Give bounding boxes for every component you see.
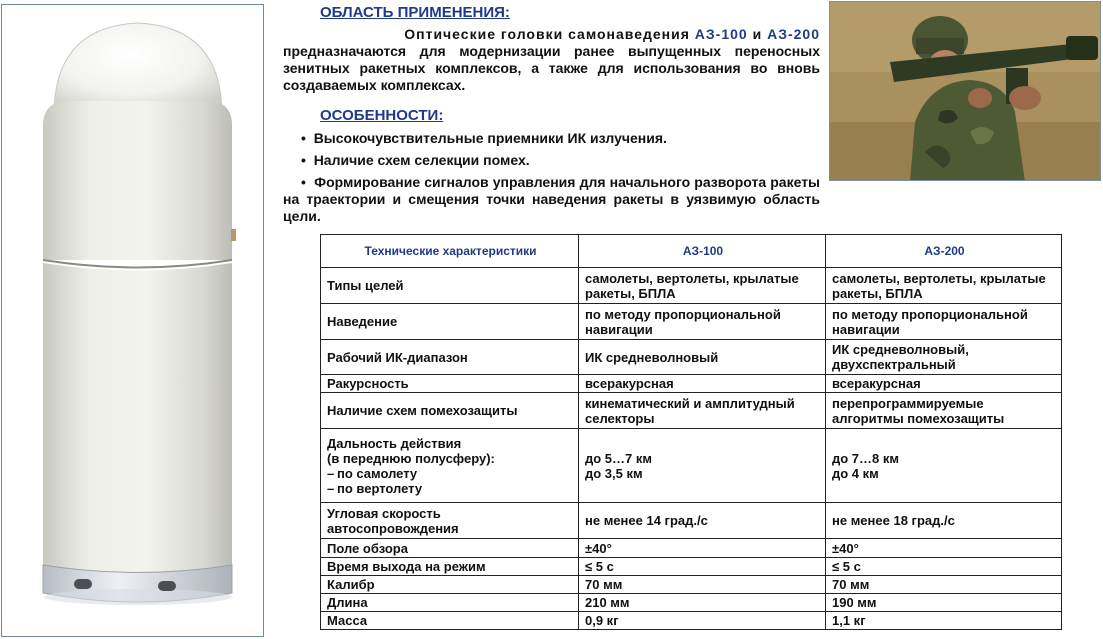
cell-a200: 190 мм xyxy=(826,594,1062,612)
soldier-photo-frame xyxy=(829,1,1101,181)
cell-a100: кинематический и амплитудный селекторы xyxy=(579,393,826,429)
range-label-line1: Дальность действия xyxy=(327,435,462,451)
cell-a100: самолеты, вертолеты, крылатые ракеты, БПЛА xyxy=(579,268,826,304)
cell-a100 xyxy=(579,429,826,503)
cell-a100: не менее 14 град./с xyxy=(579,503,826,539)
cell-label: Масса xyxy=(321,612,579,630)
feature-text-2: Наличие схем селекции помех. xyxy=(313,152,530,168)
feature-item-1 xyxy=(301,130,667,147)
cell-a100: ±40° xyxy=(579,539,826,558)
seeker-head-photo xyxy=(2,5,265,638)
cell-a100: по методу пропорциональной навигации xyxy=(579,304,826,340)
cell-a200: по методу пропорциональной навигации xyxy=(826,304,1062,340)
header-characteristics: Технические характеристики xyxy=(321,235,579,268)
cell-a200: 1,1 кг xyxy=(826,612,1062,630)
header-a100: АЗ-100 xyxy=(579,235,826,268)
feature-item-2 xyxy=(301,152,530,169)
cell-a100: всеракурсная xyxy=(579,375,826,393)
soldier-with-launcher-photo xyxy=(830,2,1101,181)
table-row xyxy=(321,576,1062,594)
bullet-icon: • xyxy=(301,152,306,168)
range-label-line2: (в переднюю полусферу): xyxy=(327,450,495,466)
bullet-icon: • xyxy=(301,174,306,190)
dash-mark: – xyxy=(327,480,335,496)
range-sub1-label: по самолету xyxy=(337,465,418,481)
table-row xyxy=(321,393,1062,429)
cell-label: Время выхода на режим xyxy=(321,558,579,576)
cell-label: Ракурсность xyxy=(321,375,579,393)
features-heading: ОСОБЕННОСТИ: xyxy=(320,107,444,124)
table-row xyxy=(321,304,1062,340)
table-row xyxy=(321,558,1062,576)
cell-a200: 70 мм xyxy=(826,576,1062,594)
feature-text-3: Формирование сигналов управления для начального разворота ракеты на траектории и смещения точки наведения ракеты в уязвимую область цели. xyxy=(283,174,821,224)
header-a200: АЗ-200 xyxy=(826,235,1062,268)
bullet-icon: • xyxy=(301,130,306,146)
cell-label: Рабочий ИК-диапазон xyxy=(321,340,579,375)
cell-a200: ±40° xyxy=(826,539,1062,558)
cell-label: Типы целей xyxy=(321,268,579,304)
table-row xyxy=(321,503,1062,539)
cell-a200: ИК средневолновый, двухспектральный xyxy=(826,340,1062,375)
a100-range-aircraft: до 5…7 км xyxy=(585,450,652,466)
cell-a100: 0,9 кг xyxy=(579,612,826,630)
cell-a100: ≤ 5 с xyxy=(579,558,826,576)
a200-range-helicopter: до 4 км xyxy=(832,465,879,481)
table-row-range xyxy=(321,429,1062,503)
cell-a200: всеракурсная xyxy=(826,375,1062,393)
cell-label: Наведение xyxy=(321,304,579,340)
range-sub2 xyxy=(327,481,574,496)
table-row xyxy=(321,612,1062,630)
cell-a100: ИК средневолновый xyxy=(579,340,826,375)
application-lead-text: Оптические головки самонаведения xyxy=(404,26,690,42)
application-first-line xyxy=(283,26,820,43)
specs-table xyxy=(320,234,1062,630)
application-rest-text: предназначаются для модернизации ранее выпущенных переносных зенитных ракетных комплексов, а также для использования во вновь создаваемых комплексах. xyxy=(283,43,820,93)
model-b-name: АЗ-200 xyxy=(767,26,820,42)
cell-label: Калибр xyxy=(321,576,579,594)
table-row xyxy=(321,340,1062,375)
table-row xyxy=(321,375,1062,393)
product-photo-frame xyxy=(1,4,264,637)
table-row xyxy=(321,594,1062,612)
feature-item-3 xyxy=(283,174,820,225)
model-a-name: АЗ-100 xyxy=(694,26,748,42)
table-row xyxy=(321,539,1062,558)
cell-label: Длина xyxy=(321,594,579,612)
cell-label: Поле обзора xyxy=(321,539,579,558)
cell-a200: перепрограммируемые алгоритмы помехозащиты xyxy=(826,393,1062,429)
cell-a200: ≤ 5 с xyxy=(826,558,1062,576)
cell-a200: самолеты, вертолеты, крылатые ракеты, БПЛА xyxy=(826,268,1062,304)
cell-a100: 70 мм xyxy=(579,576,826,594)
cell-a100: 210 мм xyxy=(579,594,826,612)
table-header-row xyxy=(321,235,1062,268)
cell-a200 xyxy=(826,429,1062,503)
cell-label: Угловая скорость автосопровождения xyxy=(321,503,579,539)
table-row xyxy=(321,268,1062,304)
dash-mark: – xyxy=(327,465,335,481)
feature-text-1: Высокочувствительные приемники ИК излучения. xyxy=(313,130,667,146)
conjunction: и xyxy=(752,26,763,42)
cell-a200: не менее 18 град./с xyxy=(826,503,1062,539)
a100-range-helicopter: до 3,5 км xyxy=(585,465,643,481)
application-heading: ОБЛАСТЬ ПРИМЕНЕНИЯ: xyxy=(320,4,510,21)
application-paragraph xyxy=(283,26,820,94)
range-sub1 xyxy=(327,466,574,481)
range-sub2-label: по вертолету xyxy=(337,480,423,496)
cell-label xyxy=(321,429,579,503)
a200-range-aircraft: до 7…8 км xyxy=(832,450,899,466)
cell-label: Наличие схем помехозащиты xyxy=(321,393,579,429)
